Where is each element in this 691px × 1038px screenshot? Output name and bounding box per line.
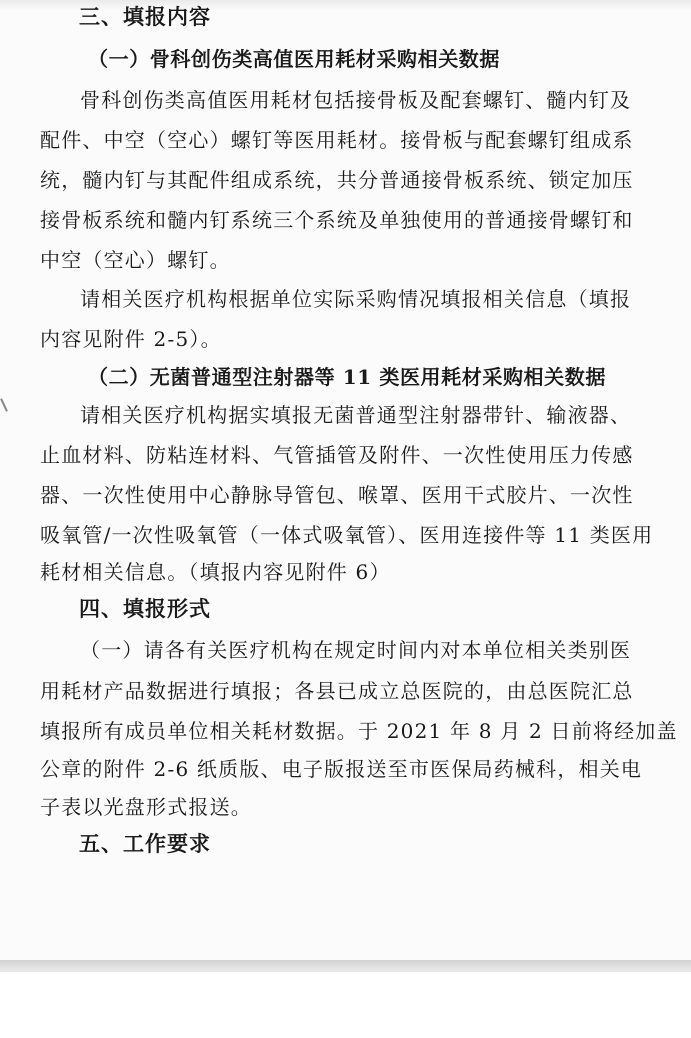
section-heading-5: 五、工作要求 bbox=[79, 832, 211, 856]
paragraph-line: 骨科创伤类高值医用耗材包括接骨板及配套螺钉、髓内钉及 bbox=[80, 88, 632, 112]
paragraph-line: 内容见附件 2-5）。 bbox=[40, 327, 222, 351]
paragraph-line: 公章的附件 2-6 纸质版、电子版报送至市医保局药械科，相关电 bbox=[40, 757, 643, 781]
paragraph-line: 请相关医疗机构根据单位实际采购情况填报相关信息（填报 bbox=[80, 287, 632, 311]
paragraph-line: 接骨板系统和髓内钉系统三个系统及单独使用的普通接骨螺钉和 bbox=[40, 208, 634, 232]
page-bottom-edge bbox=[0, 960, 691, 972]
paragraph-line: 请相关医疗机构据实填报无菌普通型注射器带针、输液器、 bbox=[80, 403, 632, 427]
paragraph-line: 吸氧管/一次性吸氧管（一体式吸氧管）、医用连接件等 11 类医用 bbox=[40, 523, 654, 547]
paragraph-line: 器、一次性使用中心静脉导管包、喉罩、医用干式胶片、一次性 bbox=[40, 483, 634, 507]
paragraph-line: 止血材料、防粘连材料、气管插管及附件、一次性使用压力传感 bbox=[40, 443, 634, 467]
paragraph-line: 中空（空心）螺钉。 bbox=[40, 248, 231, 272]
paragraph-line: 耗材相关信息。（填报内容见附件 6） bbox=[40, 560, 391, 584]
paragraph-line: 子表以光盘形式报送。 bbox=[40, 795, 252, 819]
background-below-page bbox=[0, 972, 691, 1038]
paragraph-line: 配件、中空（空心）螺钉等医用耗材。接骨板与配套螺钉组成系 bbox=[40, 128, 634, 152]
paragraph-line: （一）请各有关医疗机构在规定时间内对本单位相关类别医 bbox=[80, 638, 632, 662]
subsection-heading-3-2: （二）无菌普通型注射器等 11 类医用耗材采购相关数据 bbox=[88, 365, 606, 389]
paragraph-line: 填报所有成员单位相关耗材数据。于 2021 年 8 月 2 日前将经加盖 bbox=[40, 719, 678, 743]
section-heading-4: 四、填报形式 bbox=[79, 597, 211, 621]
subsection-heading-3-1: （一）骨科创伤类高值医用耗材采购相关数据 bbox=[88, 47, 500, 71]
paragraph-line: 统，髓内钉与其配件组成系统，共分普通接骨板系统、锁定加压 bbox=[40, 168, 634, 192]
section-heading-3: 三、填报内容 bbox=[79, 5, 211, 29]
paragraph-line: 用耗材产品数据进行填报；各县已成立总医院的，由总医院汇总 bbox=[40, 679, 634, 703]
